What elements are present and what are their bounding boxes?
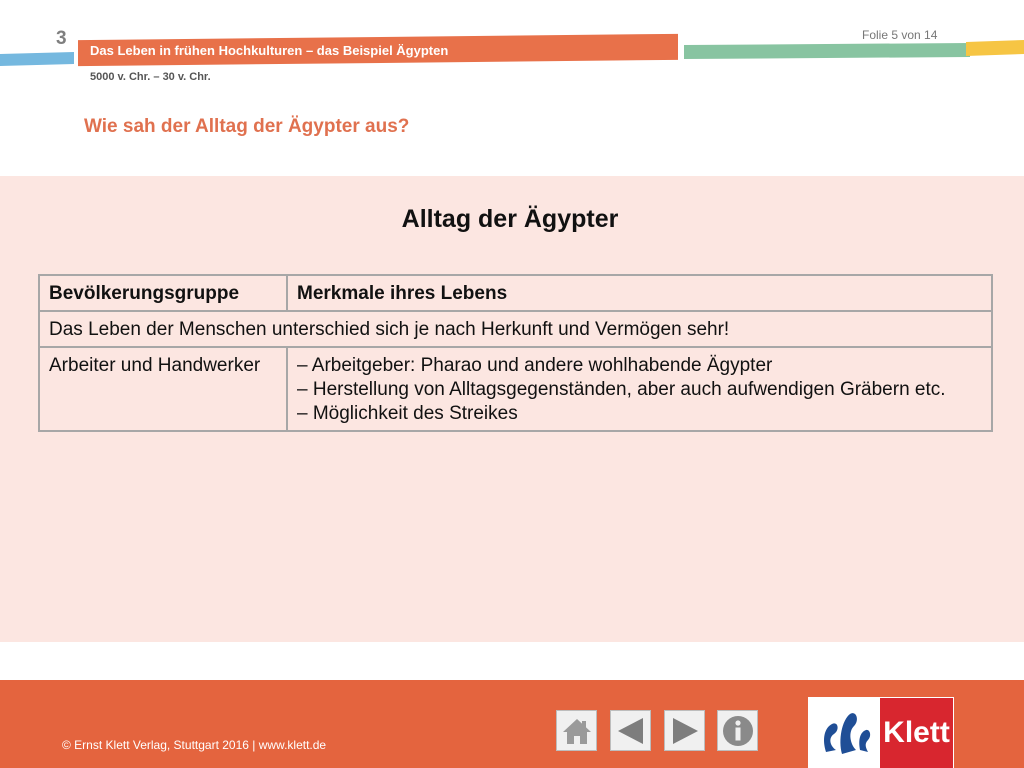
chapter-title: Das Leben in frühen Hochkulturen – das Beispiel Ägypten [90,43,449,58]
klett-brand-label: Klett [880,698,953,768]
next-button[interactable] [664,710,705,751]
feature-line: – Herstellung von Alltagsgegenständen, aber auch aufwendigen Gräbern etc. [297,379,946,400]
klett-tree-logo-icon [812,700,878,766]
period-subtitle: 5000 v. Chr. – 30 v. Chr. [90,71,211,83]
column-header-features: Merkmale ihres Lebens [287,275,992,311]
table-row [39,311,992,347]
panel-title: Alltag der Ägypter [401,205,619,233]
chapter-number: 3 [56,28,67,49]
previous-icon [615,715,647,747]
table-row [39,347,992,431]
group-cell: Arbeiter und Handwerker [39,347,287,431]
table-intro-cell: Das Leben der Menschen unterschied sich je nach Herkunft und Vermögen sehr! [39,311,992,347]
header-accent-green [684,43,970,59]
feature-line: – Möglichkeit des Streikes [297,403,518,424]
table-header-row [39,275,992,311]
slide-question: Wie sah der Alltag der Ägypter aus? [84,116,410,137]
previous-button[interactable] [610,710,651,751]
home-icon [561,715,593,747]
header-accent-blue [0,52,74,66]
info-icon [721,714,755,748]
info-button[interactable] [717,710,758,751]
home-button[interactable] [556,710,597,751]
feature-line: – Arbeitgeber: Pharao und andere wohlhabende Ägypter [297,355,773,376]
header-accent-yellow [966,40,1024,56]
copyright-text: © Ernst Klett Verlag, Stuttgart 2016 | www.klett.de [62,738,327,752]
life-table [38,274,993,432]
column-header-group: Bevölkerungsgruppe [39,275,287,311]
features-cell [287,347,992,431]
slide-counter: Folie 5 von 14 [862,28,938,42]
next-icon [669,715,701,747]
